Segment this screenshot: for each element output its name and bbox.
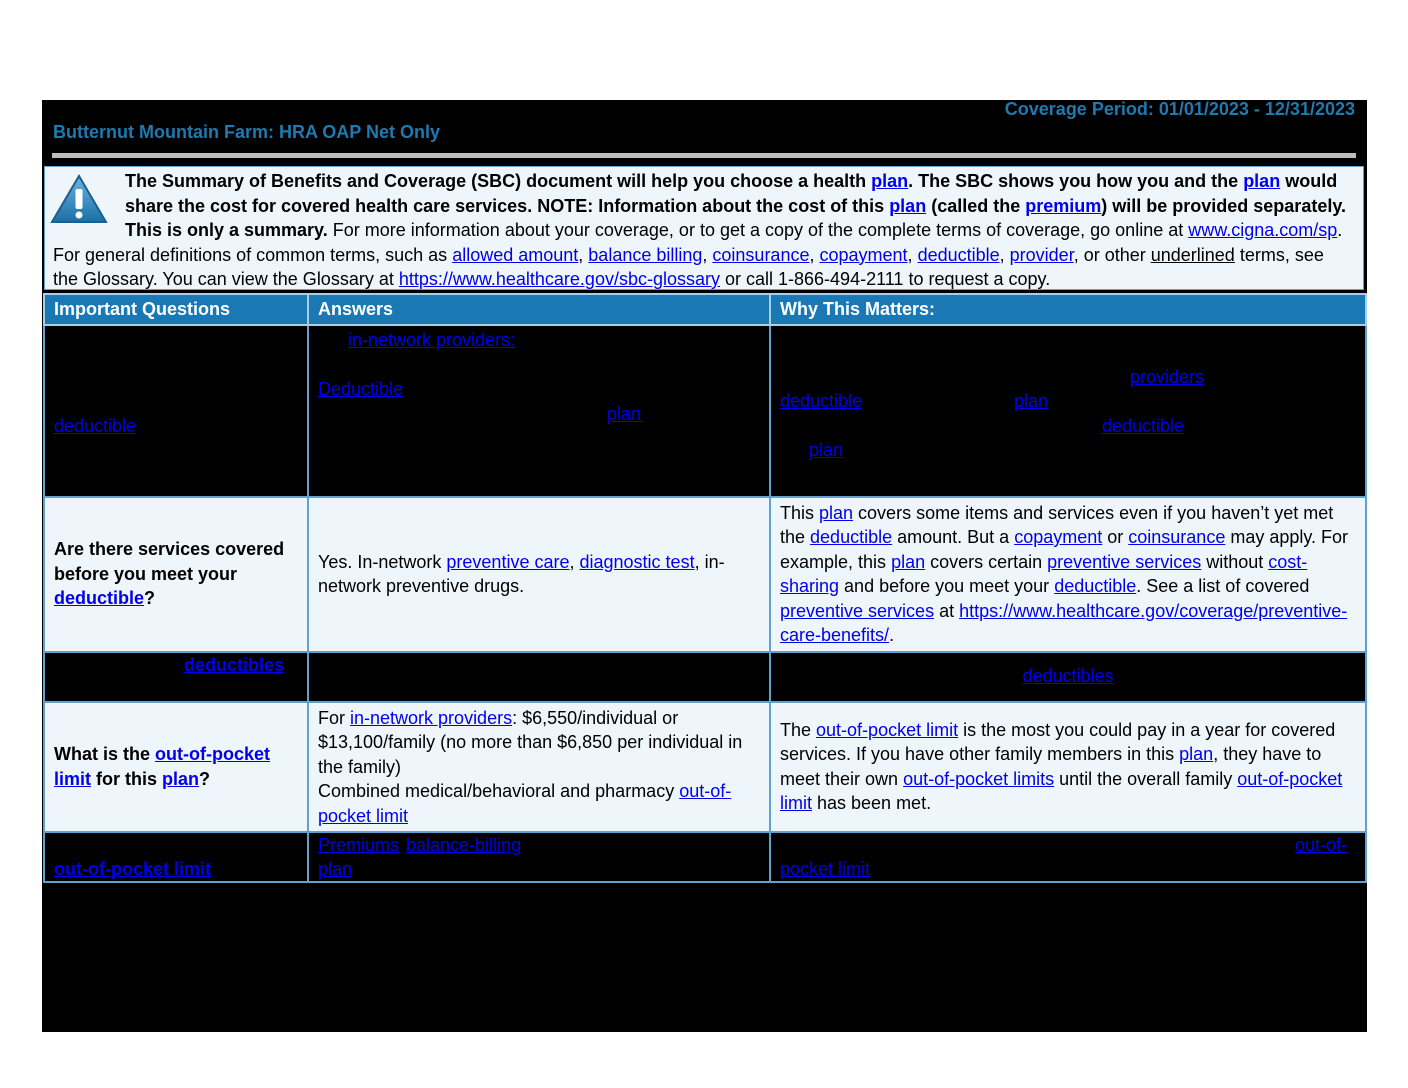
notice-text-3: would share the cost for covered health care services. NOTE: Information about the cost of this xyxy=(125,171,1338,216)
table-row xyxy=(44,702,1366,833)
out-of-pocket-limit-link[interactable]: out-of-pocket limit xyxy=(318,781,732,826)
plan-link[interactable]: plan xyxy=(1243,171,1281,191)
plan-link[interactable]: plan xyxy=(891,551,926,572)
plan-link[interactable]: plan xyxy=(1179,744,1214,765)
notice-text-4: (called the xyxy=(926,195,1026,216)
preventive-care-link[interactable]: preventive care xyxy=(446,551,570,572)
providers-link[interactable]: providers xyxy=(1130,366,1205,387)
copayment-link[interactable]: copayment xyxy=(1014,527,1103,547)
col-header-answers: Answers xyxy=(308,294,770,325)
cigna-url-link[interactable]: www.cigna.com/sp xyxy=(1188,220,1338,240)
separator: , xyxy=(809,244,820,265)
plan-link[interactable]: plan xyxy=(819,502,854,523)
plan-link[interactable]: plan xyxy=(162,768,200,789)
notice-text-1: The Summary of Benefits and Coverage (SBC) document will help you choose a health xyxy=(125,171,872,191)
deductibles-link[interactable]: deductibles xyxy=(184,654,285,675)
allowed-amount-link[interactable]: allowed amount xyxy=(452,244,579,265)
in-network-providers-link[interactable]: in-network providers xyxy=(350,707,513,728)
plan-link[interactable]: plan xyxy=(607,403,642,424)
notice-text-7: . For general definitions of common terms, such as xyxy=(53,220,1343,265)
answer-cell xyxy=(308,702,770,833)
glossary-url-link[interactable]: https://www.healthcare.gov/sbc-glossary xyxy=(398,269,720,289)
why-cell xyxy=(770,702,1366,833)
coinsurance-link[interactable]: coinsurance xyxy=(1128,527,1226,547)
question-text: for this xyxy=(91,768,163,789)
plan-link[interactable]: plan xyxy=(809,439,844,460)
preventive-care-url-link[interactable]: https://www.healthcare.gov/coverage/preventive-care-benefits/ xyxy=(780,600,1348,645)
out-of-pocket-limit-link[interactable]: out-of-pocket limit xyxy=(54,744,270,789)
out-of-pocket-limit-link[interactable]: out-of- xyxy=(1294,835,1347,855)
answer-text: Yes. In-network xyxy=(318,551,447,572)
answer-cell xyxy=(308,325,770,497)
answer-text: , xyxy=(569,551,580,572)
why-text: at xyxy=(934,600,960,621)
why-cell xyxy=(770,325,1366,497)
notice-text-10: or call 1-866-494-2111 to request a copy. xyxy=(720,269,1051,289)
why-text: has been met. xyxy=(812,793,932,814)
question-cell xyxy=(44,652,308,702)
deductible-link[interactable]: deductible xyxy=(810,527,893,547)
preventive-services-link[interactable]: preventive services xyxy=(1047,551,1202,572)
question-mark: ? xyxy=(144,588,156,609)
preventive-services-link[interactable]: preventive services xyxy=(780,600,935,621)
why-text: until the overall family xyxy=(1054,768,1238,789)
plan-link[interactable]: plan xyxy=(1014,390,1049,411)
deductible-link[interactable]: deductible xyxy=(780,390,863,411)
separator: , xyxy=(578,244,589,265)
deductible-link[interactable]: deductible xyxy=(917,244,1000,265)
out-of-pocket-limit-link[interactable]: out-of-pocket limit xyxy=(54,859,211,879)
in-network-providers-link[interactable]: in-network providers: xyxy=(348,329,516,350)
why-cell xyxy=(770,652,1366,702)
answer-cell xyxy=(308,832,770,882)
why-text: and before you meet your xyxy=(839,576,1055,596)
notice-text-2: . The SBC shows you how you and the xyxy=(908,171,1244,191)
table-row xyxy=(44,325,1366,497)
why-cell xyxy=(770,497,1366,652)
answer-text: Combined medical/behavioral and pharmacy xyxy=(318,781,680,801)
underlined-word: underlined xyxy=(1150,244,1235,265)
sbc-questions-table xyxy=(43,293,1367,883)
answer-text: , in-network preventive drugs. xyxy=(318,551,725,596)
table-row xyxy=(44,652,1366,702)
col-header-why: Why This Matters: xyxy=(770,294,1366,325)
out-of-pocket-limits-link[interactable]: out-of-pocket limits xyxy=(903,768,1055,789)
separator: , xyxy=(907,244,918,265)
plan-link[interactable]: plan xyxy=(889,195,927,216)
out-of-pocket-limit-link[interactable]: out-of-pocket limit xyxy=(780,768,1343,814)
deductible-link[interactable]: deductible xyxy=(1054,576,1137,596)
question-text: What is the xyxy=(54,744,156,765)
header-divider xyxy=(52,153,1356,158)
table-row xyxy=(44,832,1366,882)
table-header-row xyxy=(44,294,1366,325)
plan-title: Butternut Mountain Farm: HRA OAP Net Only xyxy=(53,122,440,142)
coinsurance-link[interactable]: coinsurance xyxy=(712,244,810,265)
balance-billing-link[interactable]: balance billing xyxy=(588,244,703,265)
provider-link[interactable]: provider xyxy=(1009,244,1074,265)
question-cell xyxy=(44,702,308,833)
deductible-link[interactable]: Deductible xyxy=(318,378,404,399)
plan-link[interactable]: plan xyxy=(871,171,909,191)
answer-text: : $6,550/individual or $13,100/family (no more than $6,850 per individual in the family) xyxy=(318,707,743,777)
sbc-notice-box xyxy=(44,166,1364,290)
deductible-link[interactable]: deductible xyxy=(1102,415,1185,436)
question-mark: ? xyxy=(199,768,211,789)
answer-text: For xyxy=(318,707,351,728)
why-text: , they have to meet their own xyxy=(780,744,1322,789)
cost-sharing-link[interactable]: cost-sharing xyxy=(780,551,1308,596)
question-cell xyxy=(44,497,308,652)
why-text: The xyxy=(780,719,817,740)
premiums-link[interactable]: Premiums xyxy=(318,835,400,855)
notice-text-8: , or other xyxy=(1073,244,1151,265)
separator: , xyxy=(999,244,1010,265)
why-text: . See a list of covered xyxy=(1136,576,1310,596)
why-text: may apply. For example, this xyxy=(780,527,1349,572)
plan-link[interactable]: plan xyxy=(318,859,353,879)
deductible-link[interactable]: deductible xyxy=(54,588,145,609)
question-cell xyxy=(44,325,308,497)
deductibles-link[interactable]: deductibles xyxy=(1022,666,1114,687)
coverage-period: Coverage Period: 01/01/2023 - 12/31/2023 xyxy=(1004,99,1355,119)
answer-cell xyxy=(308,497,770,652)
col-header-questions: Important Questions xyxy=(44,294,308,325)
notice-text-5: ) will be provided separately. This is only a summary. xyxy=(125,195,1347,240)
separator: , xyxy=(702,244,713,265)
notice-text-9: terms, see the Glossary. You can view the Glossary at xyxy=(53,244,1324,289)
notice-text-6: For more information about your coverage, or to get a copy of the complete terms of coverage, go online at xyxy=(332,220,1189,240)
table-row xyxy=(44,497,1366,652)
balance-billing-link[interactable]: balance-billing xyxy=(406,835,522,855)
why-cell xyxy=(770,832,1366,882)
out-of-pocket-limit-link[interactable]: pocket limit xyxy=(780,859,871,879)
why-text: This xyxy=(780,502,820,523)
copayment-link[interactable]: copayment xyxy=(819,244,908,265)
notice-text xyxy=(53,169,1353,292)
answer-cell xyxy=(308,652,770,702)
why-text: is the most you could pay in a year for covered services. If you have other family members in this xyxy=(780,719,1336,765)
diagnostic-test-link[interactable]: diagnostic test xyxy=(579,551,695,572)
question-text: Are there services covered before you meet your xyxy=(54,539,285,584)
why-text: or xyxy=(1102,527,1129,547)
question-cell xyxy=(44,832,308,882)
out-of-pocket-limit-link[interactable]: out-of-pocket limit xyxy=(816,719,959,740)
premium-link[interactable]: premium xyxy=(1025,195,1102,216)
deductible-link[interactable]: deductible xyxy=(54,415,137,436)
why-text: covers some items and services even if you haven’t yet met the xyxy=(780,502,1334,547)
why-text: . xyxy=(889,625,895,645)
why-text: amount. But a xyxy=(892,527,1015,547)
why-text: covers certain xyxy=(925,551,1048,572)
why-text: without xyxy=(1201,551,1269,572)
